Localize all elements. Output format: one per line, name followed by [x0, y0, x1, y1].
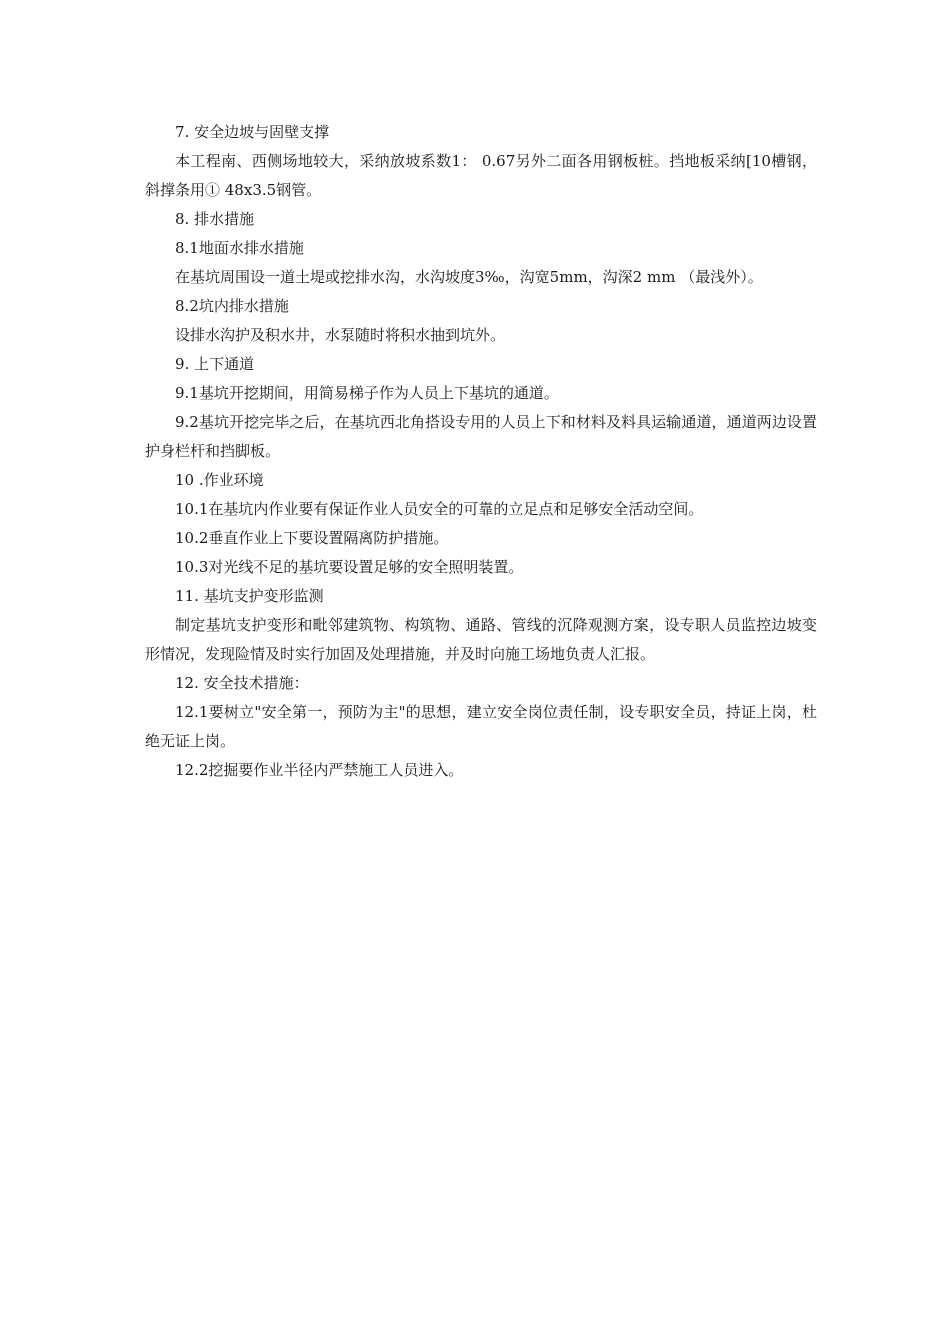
section-heading-8: 8. 排水措施 [175, 210, 255, 228]
paragraph-9-1: 9.1基坑开挖期间，用简易梯子作为人员上下基坑的通道。 [175, 384, 559, 402]
paragraph-deformation-monitoring: 制定基坑支护变形和毗邻建筑物、构筑物、通路、管线的沉降观测方案，设专职人员监控边坡变形情况，发现险情及时实行加固及处理措施，并及时向施工场地负责人汇报。 [145, 616, 817, 663]
section-heading-12: 12. 安全技术措施： [175, 674, 309, 692]
paragraph-10-3: 10.3对光线不足的基坑要设置足够的安全照明装置。 [175, 558, 524, 576]
paragraph-10-1: 10.1在基坑内作业要有保证作业人员安全的可靠的立足点和足够安全活动空间。 [175, 500, 704, 518]
paragraph-surface-drainage: 在基坑周围设一道土堤或挖排水沟，水沟坡度3‰，沟宽5mm，沟深2 mm （最浅外）。 [175, 268, 763, 286]
section-heading-9: 9. 上下通道 [175, 355, 255, 373]
section-heading-7: 7. 安全边坡与固壁支撑 [175, 123, 330, 141]
subheading-8-1: 8.1地面水排水措施 [175, 239, 304, 257]
paragraph-12-1: 12.1要树立"安全第一，预防为主"的思想，建立安全岗位责任制，设专职安全员，持证上岗，杜绝无证上岗。 [145, 703, 817, 750]
document-page [145, 118, 817, 785]
section-heading-10: 10 .作业环境 [175, 471, 264, 489]
subheading-8-2: 8.2坑内排水措施 [175, 297, 289, 315]
paragraph-10-2: 10.2垂直作业上下要设置隔离防护措施。 [175, 529, 449, 547]
paragraph-slope-support: 本工程南、西侧场地较大，采纳放坡系数1： 0.67另外二面各用钢板桩。挡地板采纳[10槽钢，斜撑条用① 48x3.5钢管。 [145, 152, 817, 199]
paragraph-9-2: 9.2基坑开挖完毕之后，在基坑西北角搭设专用的人员上下和材料及料具运输通道，通道两边设置护身栏杆和挡脚板。 [145, 413, 817, 460]
section-heading-11: 11. 基坑支护变形监测 [175, 587, 324, 605]
paragraph-pit-drainage: 设排水沟护及积水井，水泵随时将积水抽到坑外。 [175, 326, 506, 344]
paragraph-12-2: 12.2挖掘要作业半径内严禁施工人员进入。 [175, 761, 464, 779]
